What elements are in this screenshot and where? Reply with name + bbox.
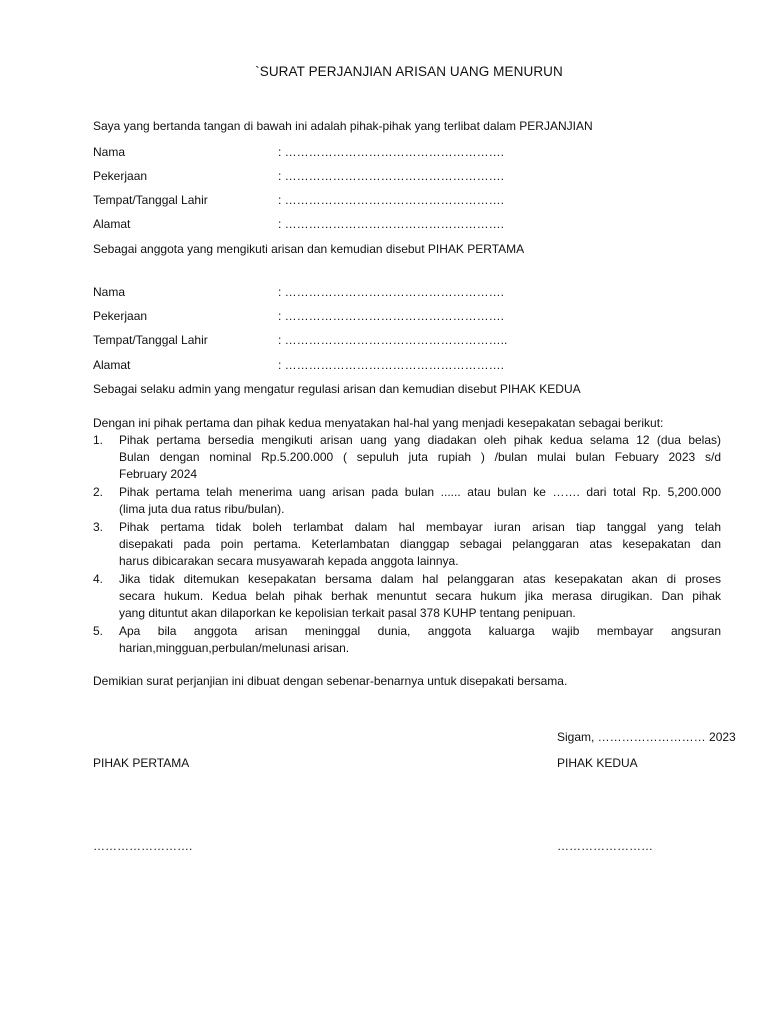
clause-line: Bulan dengan nominal Rp.5.200.000 ( sepuluh juta rupiah ) /bulan mulai bulan Febuary 2023 s/d: [119, 450, 721, 464]
party2-birth-value: : ………………………………………………..: [278, 333, 508, 347]
document-title: `SURAT PERJANJIAN ARISAN UANG MENURUN: [255, 64, 563, 79]
party2-birth-label: Tempat/Tanggal Lahir: [93, 333, 208, 347]
clause-text: [119, 571, 721, 622]
list-item: [93, 484, 721, 518]
party1-birth-value: : ……………………………………………….: [278, 193, 505, 207]
clause-line: Pihak pertama bersedia mengikuti arisan uang yang diadakan oleh pihak kedua selama 12 (dua belas): [119, 433, 721, 447]
party1-role-text: Sebagai anggota yang mengikuti arisan dan kemudian disebut PIHAK PERTAMA: [93, 242, 525, 256]
clause-line: Jika tidak ditemukan kesepakatan bersama dalam hal pelanggaran atas kesepakatan akan di proses: [119, 572, 721, 586]
clause-line: Pihak pertama telah menerima uang arisan pada bulan ...... atau bulan ke ……. dari total Rp. 5,200.000: [119, 485, 721, 499]
clause-line: secara hukum. Kedua belah pihak berhak menuntut secara hukum jika merasa dirugikan. Dan pihak: [119, 589, 721, 603]
signature-line-right: ……………………: [557, 839, 653, 853]
intro-text: Saya yang bertanda tangan di bawah ini adalah pihak-pihak yang terlibat dalam PERJANJIAN: [93, 119, 593, 133]
party2-job-value: : ……………………………………………….: [278, 309, 505, 323]
clause-text: [119, 519, 721, 570]
clause-line: harian,mingguan,perbulan/melunasi arisan.: [119, 641, 350, 655]
signature-label-right: PIHAK KEDUA: [557, 756, 638, 770]
party1-name-value: : ……………………………………………….: [278, 145, 505, 159]
clause-text: [119, 484, 721, 518]
clause-number: 1.: [93, 433, 104, 447]
party2-address-value: : ……………………………………………….: [278, 358, 505, 372]
party2-role-text: Sebagai selaku admin yang mengatur regulasi arisan dan kemudian disebut PIHAK KEDUA: [93, 382, 581, 396]
signature-line-left: …………………….: [93, 839, 193, 853]
clause-line: February 2024: [119, 467, 198, 481]
clause-line: Apa bila anggota arisan meninggal dunia, anggota kaluarga wajib membayar angsuran: [119, 624, 721, 638]
clause-line: (lima juta dua ratus ribu/bulan).: [119, 502, 285, 516]
party2-name-label: Nama: [93, 285, 126, 299]
clause-number: 2.: [93, 485, 104, 499]
clause-line: Pihak pertama tidak boleh terlambat dalam hal membayar iuran arisan tiap tanggal yang telah: [119, 520, 721, 534]
party1-name-label: Nama: [93, 145, 126, 159]
party1-address-label: Alamat: [93, 217, 131, 231]
clause-list: [93, 432, 721, 658]
party2-name-value: : ……………………………………………….: [278, 285, 505, 299]
clause-line: harus dibicarakan secara musyawarah kepada anggota lainnya.: [119, 554, 459, 568]
party1-birth-label: Tempat/Tanggal Lahir: [93, 193, 208, 207]
agreement-intro-text: Dengan ini pihak pertama dan pihak kedua menyatakan hal-hal yang menjadi kesepakatan sebagai berikut:: [93, 416, 664, 430]
clause-line: yang dituntut akan dilaporkan ke kepolisian terkait pasal 378 KUHP tentang penipuan.: [119, 606, 576, 620]
party2-address-label: Alamat: [93, 358, 131, 372]
list-item: [93, 432, 721, 483]
party1-job-value: : ……………………………………………….: [278, 169, 505, 183]
list-item: [93, 623, 721, 657]
clause-line: disepakati pada poin pertama. Keterlambatan dianggap sebagai pelanggaran atas kesepakatan dan: [119, 537, 721, 551]
clause-number: 5.: [93, 624, 104, 638]
signature-label-left: PIHAK PERTAMA: [93, 756, 190, 770]
party1-job-label: Pekerjaan: [93, 169, 148, 183]
clause-number: 4.: [93, 572, 104, 586]
closing-text: Demikian surat perjanjian ini dibuat dengan sebenar-benarnya untuk disepakati bersama.: [93, 674, 568, 688]
party2-job-label: Pekerjaan: [93, 309, 148, 323]
clause-text: [119, 623, 721, 657]
place-date: Sigam, ……………………… 2023: [557, 730, 736, 744]
clause-text: [119, 432, 721, 483]
list-item: [93, 519, 721, 570]
clause-number: 3.: [93, 520, 104, 534]
list-item: [93, 571, 721, 622]
party1-address-value: : ……………………………………………….: [278, 217, 505, 231]
